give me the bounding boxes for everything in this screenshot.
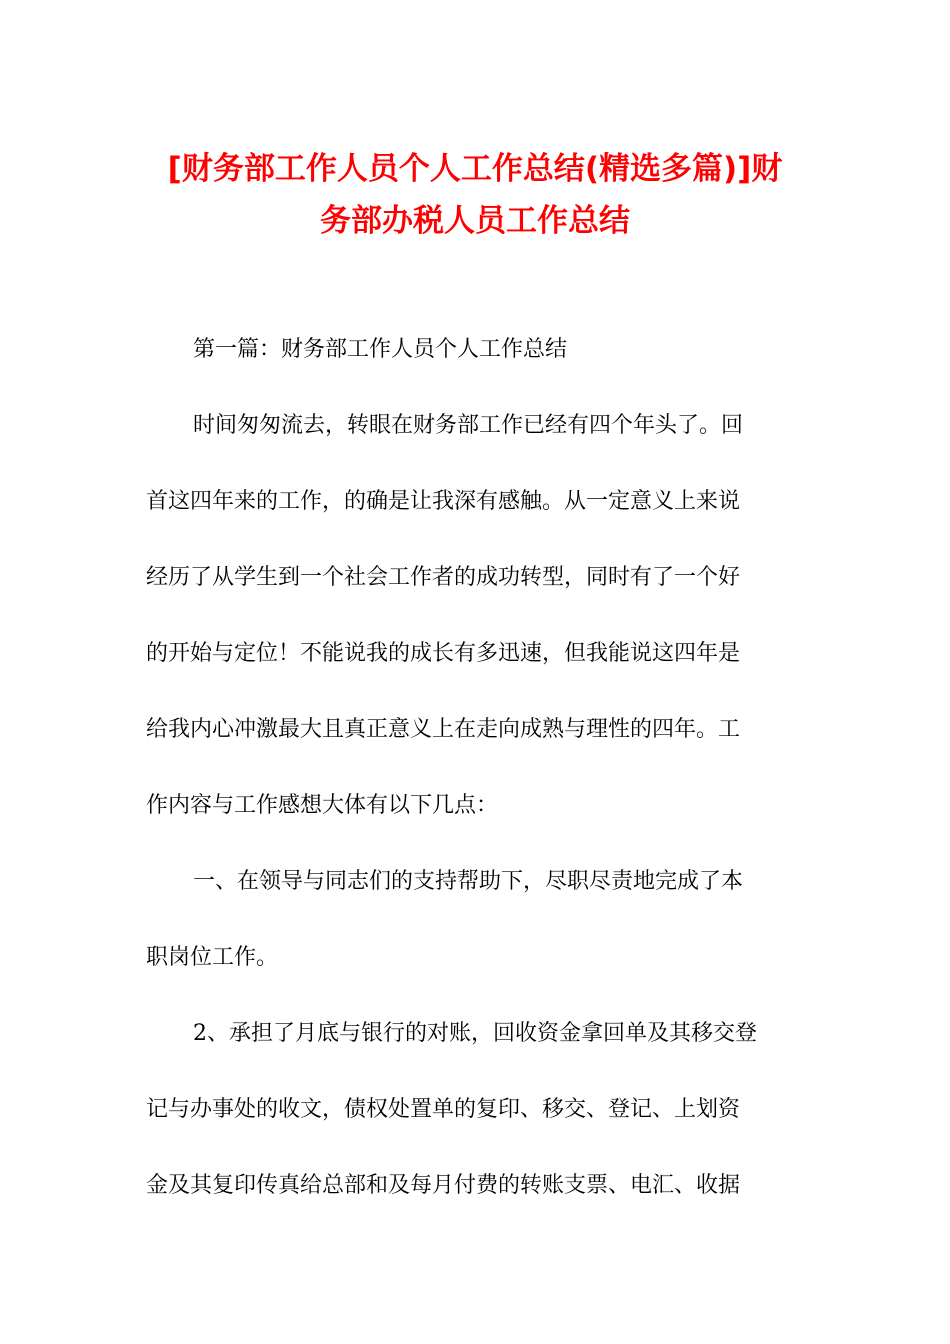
paragraph-line: 给我内心冲激最大且真正意义上在走向成熟与理性的四年。工 xyxy=(146,717,741,742)
paragraph-line: 首这四年来的工作，的确是让我深有感触。从一定意义上来说 xyxy=(146,489,741,514)
section-heading: 第一篇：财务部工作人员个人工作总结 xyxy=(193,337,568,362)
paragraph-line: 金及其复印传真给总部和及每月付费的转账支票、电汇、收据 xyxy=(146,1173,741,1198)
title-line: [财务部工作人员个人工作总结(精选多篇)]财 xyxy=(167,151,783,187)
paragraph-line: 职岗位工作。 xyxy=(146,945,279,970)
document-title xyxy=(120,143,830,247)
title-line: 务部办税人员工作总结 xyxy=(320,203,630,239)
paragraph-line: 时间匆匆流去，转眼在财务部工作已经有四个年头了。回 xyxy=(193,413,744,438)
paragraph-line: 的开始与定位！不能说我的成长有多迅速，但我能说这四年是 xyxy=(146,641,741,666)
paragraph-line: 2、承担了月底与银行的对账，回收资金拿回单及其移交登 xyxy=(193,1021,757,1046)
paragraph-line: 一、在领导与同志们的支持帮助下，尽职尽责地完成了本 xyxy=(193,869,744,894)
paragraph-line: 记与办事处的收文，债权处置单的复印、移交、登记、上划资 xyxy=(146,1097,741,1122)
document-body xyxy=(146,312,806,1224)
paragraph-line: 经历了从学生到一个社会工作者的成功转型，同时有了一个好 xyxy=(146,565,741,590)
paragraph-line: 作内容与工作感想大体有以下几点： xyxy=(146,793,499,818)
